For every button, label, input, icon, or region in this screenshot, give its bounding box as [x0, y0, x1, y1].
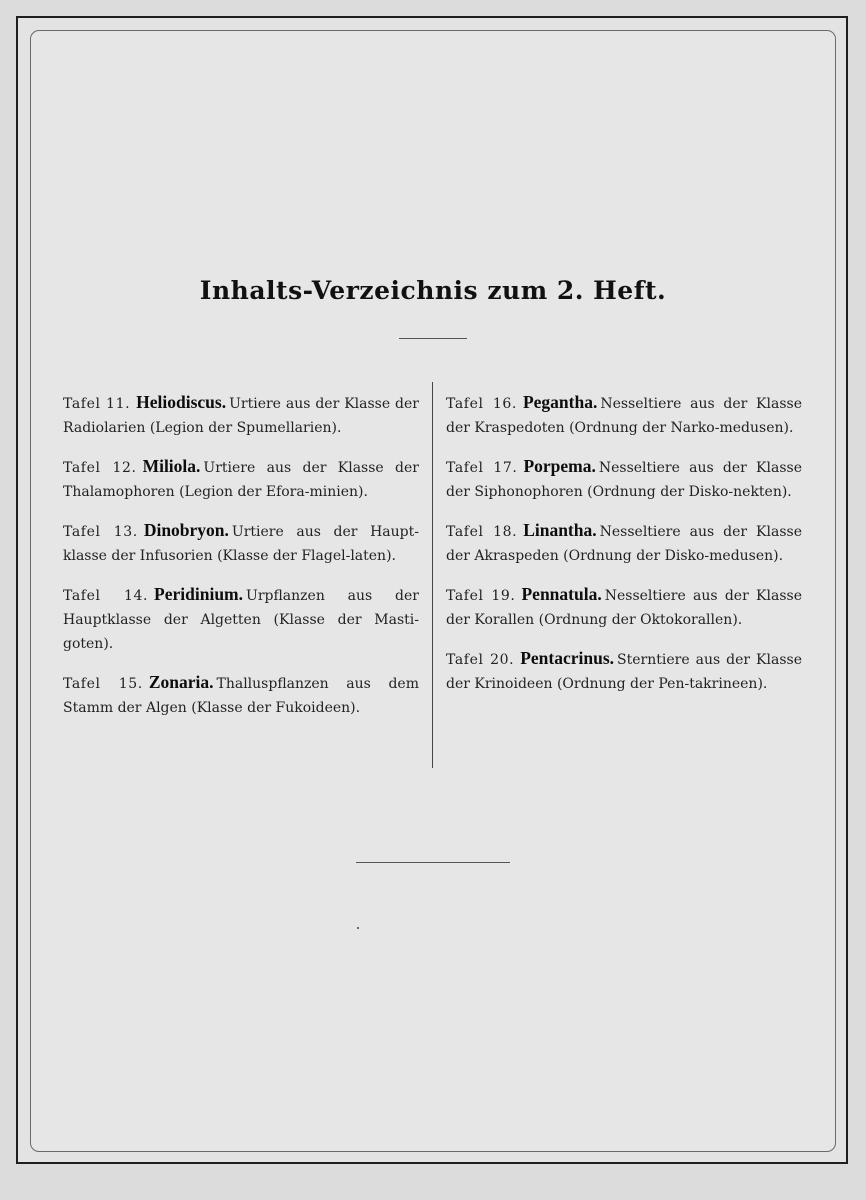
- entry-description: Sterntiere aus der Klasse der Krinoideen (Ordnung der Pen-takrineen).: [446, 652, 802, 692]
- toc-entry: [446, 646, 802, 696]
- tafel-number: Tafel 14.: [63, 588, 149, 604]
- entry-description: Nesseltiere aus der Klasse der Siphonophoren (Ordnung der Disko-nekten).: [446, 460, 802, 500]
- toc-entry: [446, 390, 802, 440]
- genus-name: Linantha.: [523, 520, 597, 540]
- tafel-number: Tafel 12.: [63, 460, 137, 476]
- tafel-number: Tafel 16.: [446, 396, 517, 412]
- tafel-number: Tafel 15.: [63, 676, 143, 692]
- entry-description: Urtiere aus der Klasse der Thalamophoren (Legion der Efora-minien).: [63, 460, 419, 500]
- tafel-number: Tafel 11.: [63, 396, 131, 412]
- toc-entry: [63, 390, 419, 440]
- entry-description: Urtiere aus der Klasse der Radiolarien (Legion der Spumellarien).: [63, 396, 419, 436]
- toc-entry: [63, 670, 419, 720]
- tafel-number: Tafel 17.: [446, 460, 518, 476]
- toc-entry: [446, 454, 802, 504]
- genus-name: Miliola.: [142, 456, 201, 476]
- tafel-number: Tafel 20.: [446, 652, 515, 668]
- toc-entry: [63, 518, 419, 568]
- genus-name: Pennatula.: [521, 584, 602, 604]
- tafel-number: Tafel 19.: [446, 588, 516, 604]
- toc-entry: [446, 582, 802, 632]
- genus-name: Porpema.: [523, 456, 596, 476]
- entry-description: Urtiere aus der Haupt-klasse der Infusorien (Klasse der Flagel-laten).: [63, 524, 419, 564]
- column-divider: [432, 382, 433, 768]
- page-title: Inhalts-Verzeichnis zum 2. Heft.: [199, 276, 667, 305]
- entry-description: Nesseltiere aus der Klasse der Korallen (Ordnung der Oktokorallen).: [446, 588, 802, 628]
- genus-name: Zonaria.: [148, 672, 214, 692]
- genus-name: Pegantha.: [522, 392, 598, 412]
- bottom-divider: [356, 862, 510, 863]
- toc-entry: [63, 454, 419, 504]
- entry-description: Nesseltiere aus der Klasse der Kraspedoten (Ordnung der Narko-medusen).: [446, 396, 802, 436]
- left-column: [63, 376, 419, 730]
- genus-name: Dinobryon.: [143, 520, 229, 540]
- toc-entry: [446, 518, 802, 568]
- genus-name: Peridinium.: [154, 584, 244, 604]
- title-divider: [399, 338, 467, 339]
- entry-description: Urpflanzen aus der Hauptklasse der Algetten (Klasse der Masti-goten).: [63, 588, 419, 652]
- tafel-number: Tafel 18.: [446, 524, 518, 540]
- right-column: [446, 376, 802, 706]
- genus-name: Heliodiscus.: [136, 392, 227, 412]
- entry-description: Nesseltiere aus der Klasse der Akraspeden (Ordnung der Disko-medusen).: [446, 524, 802, 564]
- genus-name: Pentacrinus.: [520, 648, 615, 668]
- toc-entry: [63, 582, 419, 656]
- entry-description: Thalluspflanzen aus dem Stamm der Algen (Klasse der Fukoideen).: [63, 676, 419, 716]
- paper-speck: [357, 927, 359, 929]
- tafel-number: Tafel 13.: [63, 524, 138, 540]
